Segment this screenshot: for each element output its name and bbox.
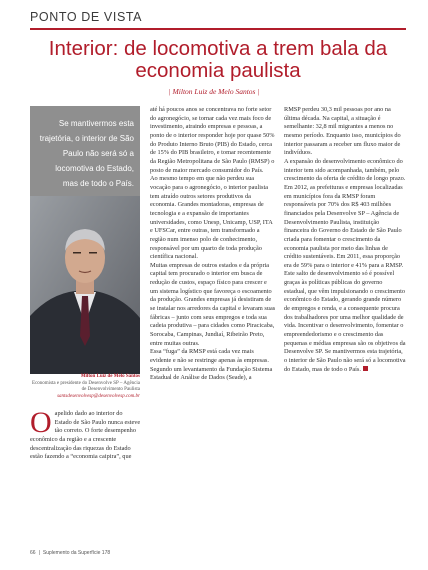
headline-line-1: Interior: de locomotiva a trem bala da: [48, 37, 388, 60]
column-2: [150, 106, 276, 383]
page-footer: [30, 550, 110, 556]
end-of-article-mark: [363, 366, 368, 371]
top-rule: [30, 28, 406, 30]
headline: [30, 38, 406, 82]
caption-role: Economista e presidente do Desenvolve SP – Agência de Desenvolvimento Paulista: [32, 380, 140, 392]
paragraph: [30, 406, 141, 462]
paragraph: até há poucos anos se concentrava no forte setor do agronegócio, se tornar cada vez mais foco de investimento, atraindo empresas e pessoas, a ponto de o interior responder hoje por quase 50% do Produto Interno Bruto (PIB) do Estado, cerca de 15% do PIB brasileiro, e tomar recentemente da Região Metropolitana de São Paulo (RMSP) o posto de maior mercado consumidor do País.: [150, 106, 275, 174]
paragraph: [284, 270, 406, 374]
paragraph: Muitas empresas de outros estados e da própria capital tem procurado o interior em busca de redução de custos, espaço físico para crescer e um sistema logístico que favoreça o escoamento da produção. Grandes empresas já desistiram de se instalar nos arredores da capital e levaram suas fábricas – junto com seus empregos e toda sua cadeia produtiva – para cidades como Piracicaba, Sorocaba, Campinas, Jundiaí, Ribeirão Preto, entre muitas outras.: [150, 261, 276, 347]
pull-quote-box: [30, 106, 140, 196]
paragraph-text: Este salto de desenvolvimento só é possível graças às políticas públicas do governo estadual, que vêm impulsionando o crescimento econômico do Estado, gerando grande número de empregos e renda, e a consequente procura dos trabalhadores por uma melhor qualidade de vida. Incentivar o desenvolvimento, fomentar o empreendedorismo e o crescimento das pequenas e médias empresas são os objetivos da Desenvolve SP. Se mantivermos esta trajetória, o interior de São Paulo não será só a locomotiva do Estado, mas de todo o País.: [284, 270, 406, 373]
section-label: PONTO DE VISTA: [30, 10, 143, 24]
headline-line-2: economia paulista: [135, 59, 301, 82]
caption-name: Milton Luiz de Melo Santos: [80, 374, 140, 379]
page-number: 66: [30, 550, 36, 556]
publication-name: Suplemento da Superfície 178: [42, 550, 111, 556]
byline: | Milton Luiz de Melo Santos |: [168, 87, 260, 96]
photo-caption: [30, 374, 140, 400]
author-photo: [30, 196, 140, 374]
paragraph-text: apelido dado ao interior do Estado de São Paulo nunca esteve tão correto. O forte desempenho econômico da região e a crescente descentralização das riquezas do Estado estão fazendo a “economia caipira”, que: [30, 410, 141, 461]
caption-email: santsdesenvolvesp@desenvolvesp.com.br: [57, 393, 140, 399]
column-1: [30, 406, 141, 462]
paragraph: Essa “fuga” da RMSP está cada vez mais evidente e não se restringe apenas às empresas. Segundo um levantamento da Fundação Sistema Estadual de Análise de Dados (Seade), a: [150, 348, 273, 382]
author-portrait-image: [30, 196, 140, 374]
paragraph: A expansão do desenvolvimento econômico do interior tem sido acompanhada, também, pelo crescimento da oferta de crédito de longo prazo. Em 2012, as prefeituras e empresas localizadas em municípios fora da RMSP foram responsáveis por 70% dos R$ 403 milhões financiados pela Desenvolve SP – Agência de Desenvolvimento Paulista, instituição financeira do Governo do Estado de São Paulo criada para fomentar o crescimento da economia paulista por meio das linhas de crédito sustentáveis. Em 2011, essa proporção era de 59% para o interior e 41% para a RMSP.: [284, 157, 406, 269]
drop-cap: O: [30, 406, 52, 439]
paragraph: Ao mesmo tempo em que não perdeu sua vocação para o agronegócio, o interior paulista tem atraído outros setores produtivos da economia. Grandes montadoras, empresas de tecnologia e a expansão de importantes universidades, como Unesp, Unicamp, USP, ITA e UFSCar, entre outras, tem transformado a região num imenso polo de conhecimento, responsável por um quarto de toda produção científica nacional.: [150, 175, 273, 261]
column-3: [284, 106, 406, 374]
pull-quote: Se mantivermos esta trajetória, o interior de São Paulo não será só a locomotiva do Estado, mas de todo o País.: [39, 119, 134, 188]
paragraph: RMSP perdeu 30,3 mil pessoas por ano na última década. Na capital, a situação é semelhante: 32,8 mil migrantes a menos no mesmo período. Enquanto isso, municípios do interior passaram a receber um fluxo maior de indivíduos.: [284, 106, 401, 157]
footer-separator: |: [38, 550, 40, 556]
